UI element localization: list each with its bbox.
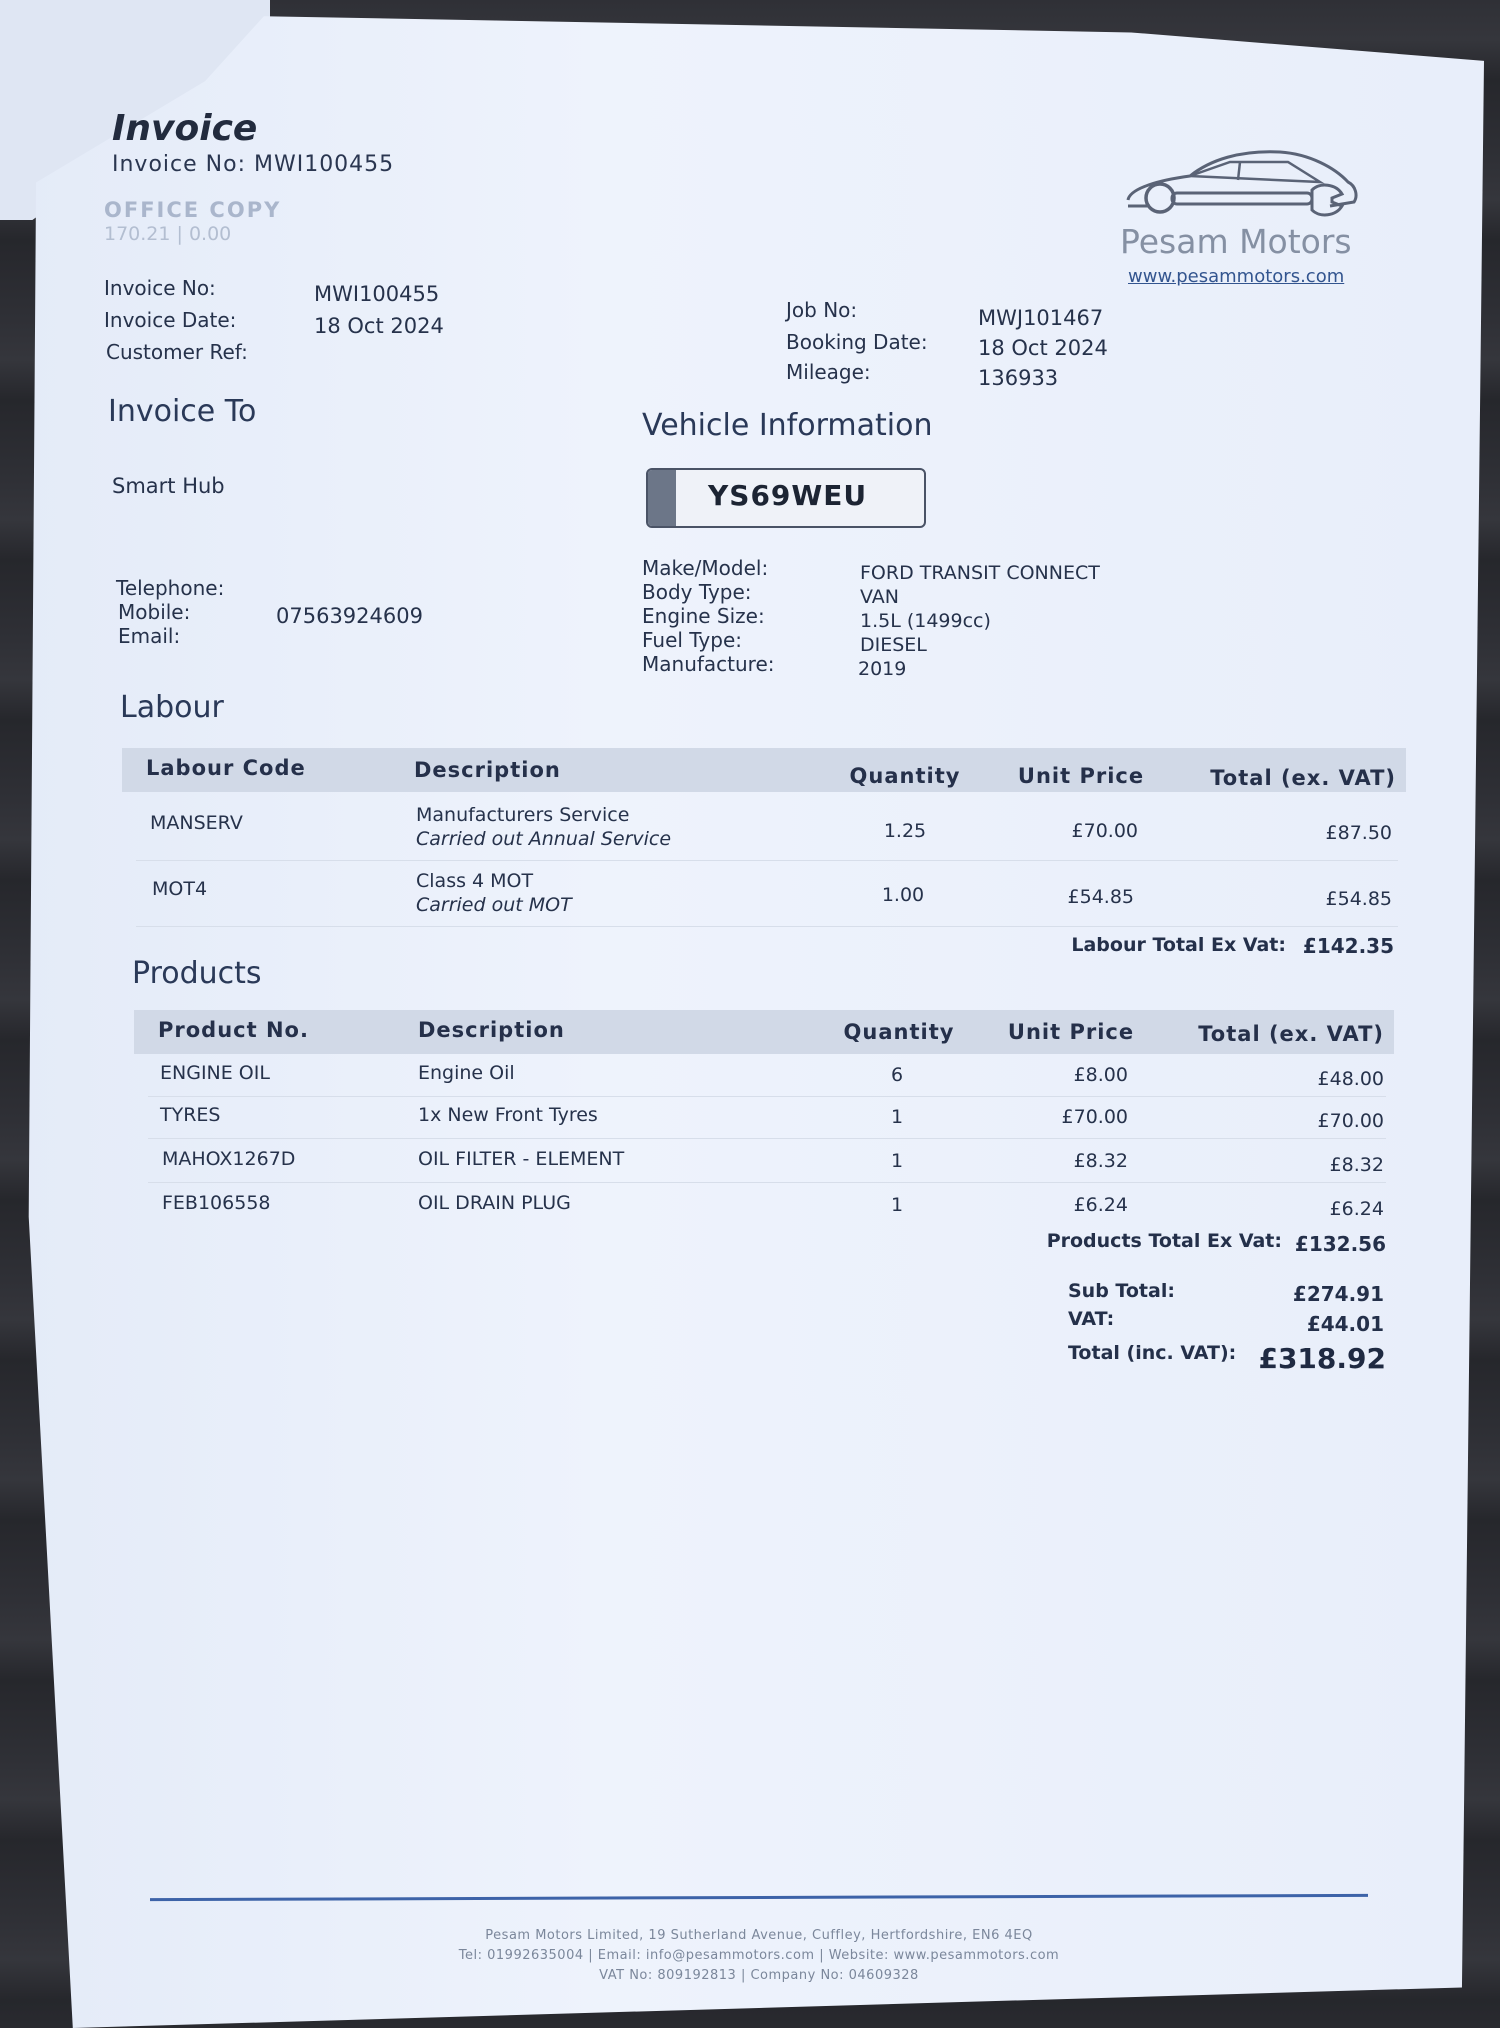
products-col-description: Description (418, 1018, 565, 1042)
products-total-value: £132.56 (1294, 1232, 1386, 1256)
engine-size-value: 1.5L (1499cc) (860, 610, 991, 632)
invoice-to-heading: Invoice To (108, 394, 257, 429)
product-row-3-number: MAHOX1267D (162, 1148, 296, 1170)
job-no-value: MWJ101467 (978, 306, 1104, 330)
office-copy-stamp: OFFICE COPY (104, 198, 282, 222)
mobile-value: 07563924609 (276, 604, 423, 628)
make-model-value: FORD TRANSIT CONNECT (860, 562, 1100, 584)
product-row-3-description: OIL FILTER - ELEMENT (418, 1148, 625, 1170)
product-row-2-unit-price: £70.00 (1061, 1106, 1128, 1128)
product-row-divider (148, 1096, 1386, 1097)
labour-heading: Labour (120, 690, 224, 725)
product-row-1-description: Engine Oil (418, 1062, 515, 1084)
labour-row-2-code: MOT4 (152, 878, 208, 900)
vat-value: £44.01 (1306, 1312, 1384, 1336)
customer-name: Smart Hub (112, 474, 225, 498)
invoice-no-value: MWI100455 (314, 282, 440, 306)
products-col-quantity: Quantity (843, 1020, 955, 1044)
labour-row-divider (136, 860, 1398, 861)
sub-total-label: Sub Total: (1068, 1280, 1175, 1302)
invoice-date-label: Invoice Date: (104, 308, 237, 332)
labour-row-1-unit-price: £70.00 (1071, 820, 1138, 842)
product-row-2-total: £70.00 (1317, 1110, 1384, 1132)
office-copy-values: 170.21 | 0.00 (104, 223, 232, 245)
job-no-label: Job No: (786, 298, 858, 322)
email-label: Email: (118, 624, 181, 648)
products-col-number: Product No. (158, 1018, 309, 1042)
company-name: Pesam Motors (1120, 222, 1352, 261)
fuel-type-label: Fuel Type: (642, 628, 742, 652)
product-row-3-quantity: 1 (890, 1150, 904, 1172)
labour-col-unit-price: Unit Price (1017, 764, 1145, 788)
make-model-label: Make/Model: (642, 556, 769, 580)
labour-row-1-description: Manufacturers Service (416, 804, 630, 826)
booking-date-value: 18 Oct 2024 (978, 336, 1108, 360)
products-heading: Products (132, 956, 262, 991)
labour-row-1-quantity: 1.25 (883, 820, 927, 842)
footer-address: Pesam Motors Limited, 19 Sutherland Avenue, Cuffley, Hertfordshire, EN6 4EQ (485, 1928, 1033, 1943)
mileage-label: Mileage: (786, 360, 871, 384)
manufacture-value: 2019 (858, 658, 907, 680)
invoice-no-label: Invoice No: (104, 276, 216, 300)
telephone-label: Telephone: (116, 576, 225, 600)
product-row-4-description: OIL DRAIN PLUG (418, 1192, 571, 1214)
product-row-2-description: 1x New Front Tyres (418, 1104, 598, 1126)
plate-side-strip (648, 470, 676, 526)
labour-row-2-unit-price: £54.85 (1067, 886, 1134, 908)
labour-col-code: Labour Code (146, 756, 306, 780)
products-col-unit-price: Unit Price (1007, 1020, 1135, 1044)
labour-row-1-note: Carried out Annual Service (416, 828, 672, 850)
product-row-1-quantity: 6 (890, 1064, 904, 1086)
product-row-1-total: £48.00 (1317, 1068, 1384, 1090)
booking-date-label: Booking Date: (786, 330, 928, 354)
labour-total-label: Labour Total Ex Vat: (1071, 934, 1286, 956)
product-row-3-unit-price: £8.32 (1073, 1150, 1128, 1172)
vat-label: VAT: (1068, 1308, 1115, 1330)
registration-plate (646, 468, 926, 528)
manufacture-label: Manufacture: (642, 652, 775, 676)
labour-row-2-total: £54.85 (1325, 888, 1392, 910)
invoice-title-number: Invoice No: MWI100455 (112, 152, 395, 177)
labour-row-2-quantity: 1.00 (881, 884, 925, 906)
product-row-4-unit-price: £6.24 (1073, 1194, 1128, 1216)
grand-total-label: Total (inc. VAT): (1068, 1342, 1237, 1364)
labour-row-1-code: MANSERV (150, 812, 243, 834)
company-website-link[interactable]: www.pesammotors.com (1128, 266, 1345, 287)
product-row-1-number: ENGINE OIL (160, 1062, 270, 1084)
body-type-label: Body Type: (642, 580, 752, 604)
engine-size-label: Engine Size: (642, 604, 765, 628)
invoice-title: Invoice (112, 108, 258, 149)
product-row-4-total: £6.24 (1329, 1198, 1384, 1220)
product-row-3-total: £8.32 (1329, 1154, 1384, 1176)
labour-row-2-note: Carried out MOT (416, 894, 572, 916)
labour-col-total: Total (ex. VAT) (1210, 766, 1396, 790)
registration-number: YS69WEU (708, 479, 868, 512)
product-row-divider (148, 1138, 1386, 1139)
product-row-2-number: TYRES (160, 1104, 221, 1126)
product-row-4-quantity: 1 (890, 1194, 904, 1216)
customer-ref-label: Customer Ref: (106, 340, 248, 364)
labour-col-quantity: Quantity (849, 764, 961, 788)
labour-row-2-description: Class 4 MOT (416, 870, 534, 892)
product-row-divider (148, 1182, 1386, 1183)
vehicle-information-heading: Vehicle Information (642, 408, 933, 443)
products-col-total: Total (ex. VAT) (1198, 1022, 1384, 1046)
products-total-label: Products Total Ex Vat: (1046, 1230, 1282, 1252)
footer-contact: Tel: 01992635004 | Email: info@pesammotors.com | Website: www.pesammotors.com (458, 1948, 1060, 1963)
labour-row-1-total: £87.50 (1325, 822, 1392, 844)
labour-row-divider (136, 926, 1398, 927)
body-type-value: VAN (860, 586, 899, 608)
product-row-2-quantity: 1 (890, 1106, 904, 1128)
footer-registration: VAT No: 809192813 | Company No: 04609328 (599, 1968, 919, 1983)
invoice-date-value: 18 Oct 2024 (314, 314, 444, 338)
product-row-1-unit-price: £8.00 (1073, 1064, 1128, 1086)
sub-total-value: £274.91 (1292, 1282, 1384, 1306)
grand-total-value: £318.92 (1258, 1342, 1386, 1375)
labour-col-description: Description (414, 758, 561, 782)
mileage-value: 136933 (978, 366, 1059, 390)
mobile-label: Mobile: (118, 600, 191, 624)
fuel-type-value: DIESEL (860, 634, 927, 656)
labour-total-value: £142.35 (1302, 934, 1394, 958)
product-row-4-number: FEB106558 (162, 1192, 271, 1214)
